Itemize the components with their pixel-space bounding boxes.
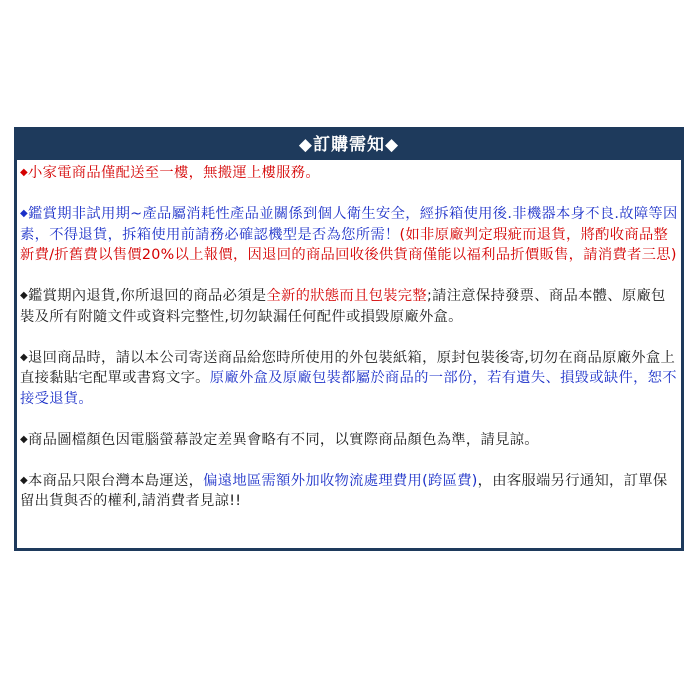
notice-text: 鑑賞期內退貨,你所退回的商品必須是	[28, 288, 267, 304]
diamond-bullet-icon: ◆	[20, 351, 28, 363]
notice-text-highlight: 偏遠地區需額外加收物流處理費用(跨區費)	[203, 472, 478, 489]
notice-text: 商品圖檔顏色因電腦螢幕設定差異會略有不同，以實際商品顏色為準，請見諒。	[28, 431, 539, 448]
notice-item	[20, 163, 678, 184]
notice-text: ，由客服端另行通知，訂單保留出貨與否的權利,請消費者見諒!!	[20, 472, 668, 509]
diamond-bullet-icon: ◆	[20, 290, 28, 301]
diamond-bullet-icon: ◆	[20, 474, 28, 486]
notice-text-highlight: (如非原廠判定瑕疵而退貨，將酌收商品整新費/折舊費以售價20%以上報價，因退回的商品回收後供貨商僅能以福利品折價販售，請消費者三思)	[20, 226, 677, 263]
notice-item	[20, 430, 678, 451]
diamond-bullet-icon: ◆	[20, 433, 28, 445]
diamond-bullet-icon: ◆	[20, 208, 28, 219]
notice-item	[20, 471, 678, 512]
order-notice-box	[14, 127, 684, 551]
notice-item	[20, 204, 678, 266]
notice-item	[20, 286, 678, 327]
notice-text: 小家電商品僅配送至一樓，無搬運上樓服務。	[28, 165, 320, 181]
notice-item	[20, 348, 678, 410]
notice-body	[17, 160, 681, 512]
notice-text: 本商品只限台灣本島運送，	[28, 472, 204, 489]
notice-text: 鑑賞期非試用期~產品屬消耗性產品並關係到個人衛生安全，經拆箱使用後.非機器本身不良.故障等因素，不得退貨，拆箱使用前請務必確認機型是否為您所需！	[20, 206, 678, 243]
notice-text: ;請注意保持發票、商品本體、原廠包裝及所有附隨文件或資料完整性,切勿缺漏任何配件或損毀原廠外盒。	[20, 288, 666, 325]
diamond-bullet-icon: ◆	[20, 167, 28, 178]
notice-title: ◆訂購需知◆	[17, 130, 681, 160]
notice-text: 退回商品時，請以本公司寄送商品給您時所使用的外包裝紙箱，原封包裝後寄,切勿在商品原廠外盒上直接黏貼宅配單或書寫文字。	[20, 349, 676, 386]
notice-text-highlight: 全新的狀態而且包裝完整	[266, 288, 427, 304]
notice-text-highlight: 原廠外盒及原廠包裝都屬於商品的一部份，若有遺失、損毀或缺件，恕不接受退貨。	[20, 370, 677, 407]
